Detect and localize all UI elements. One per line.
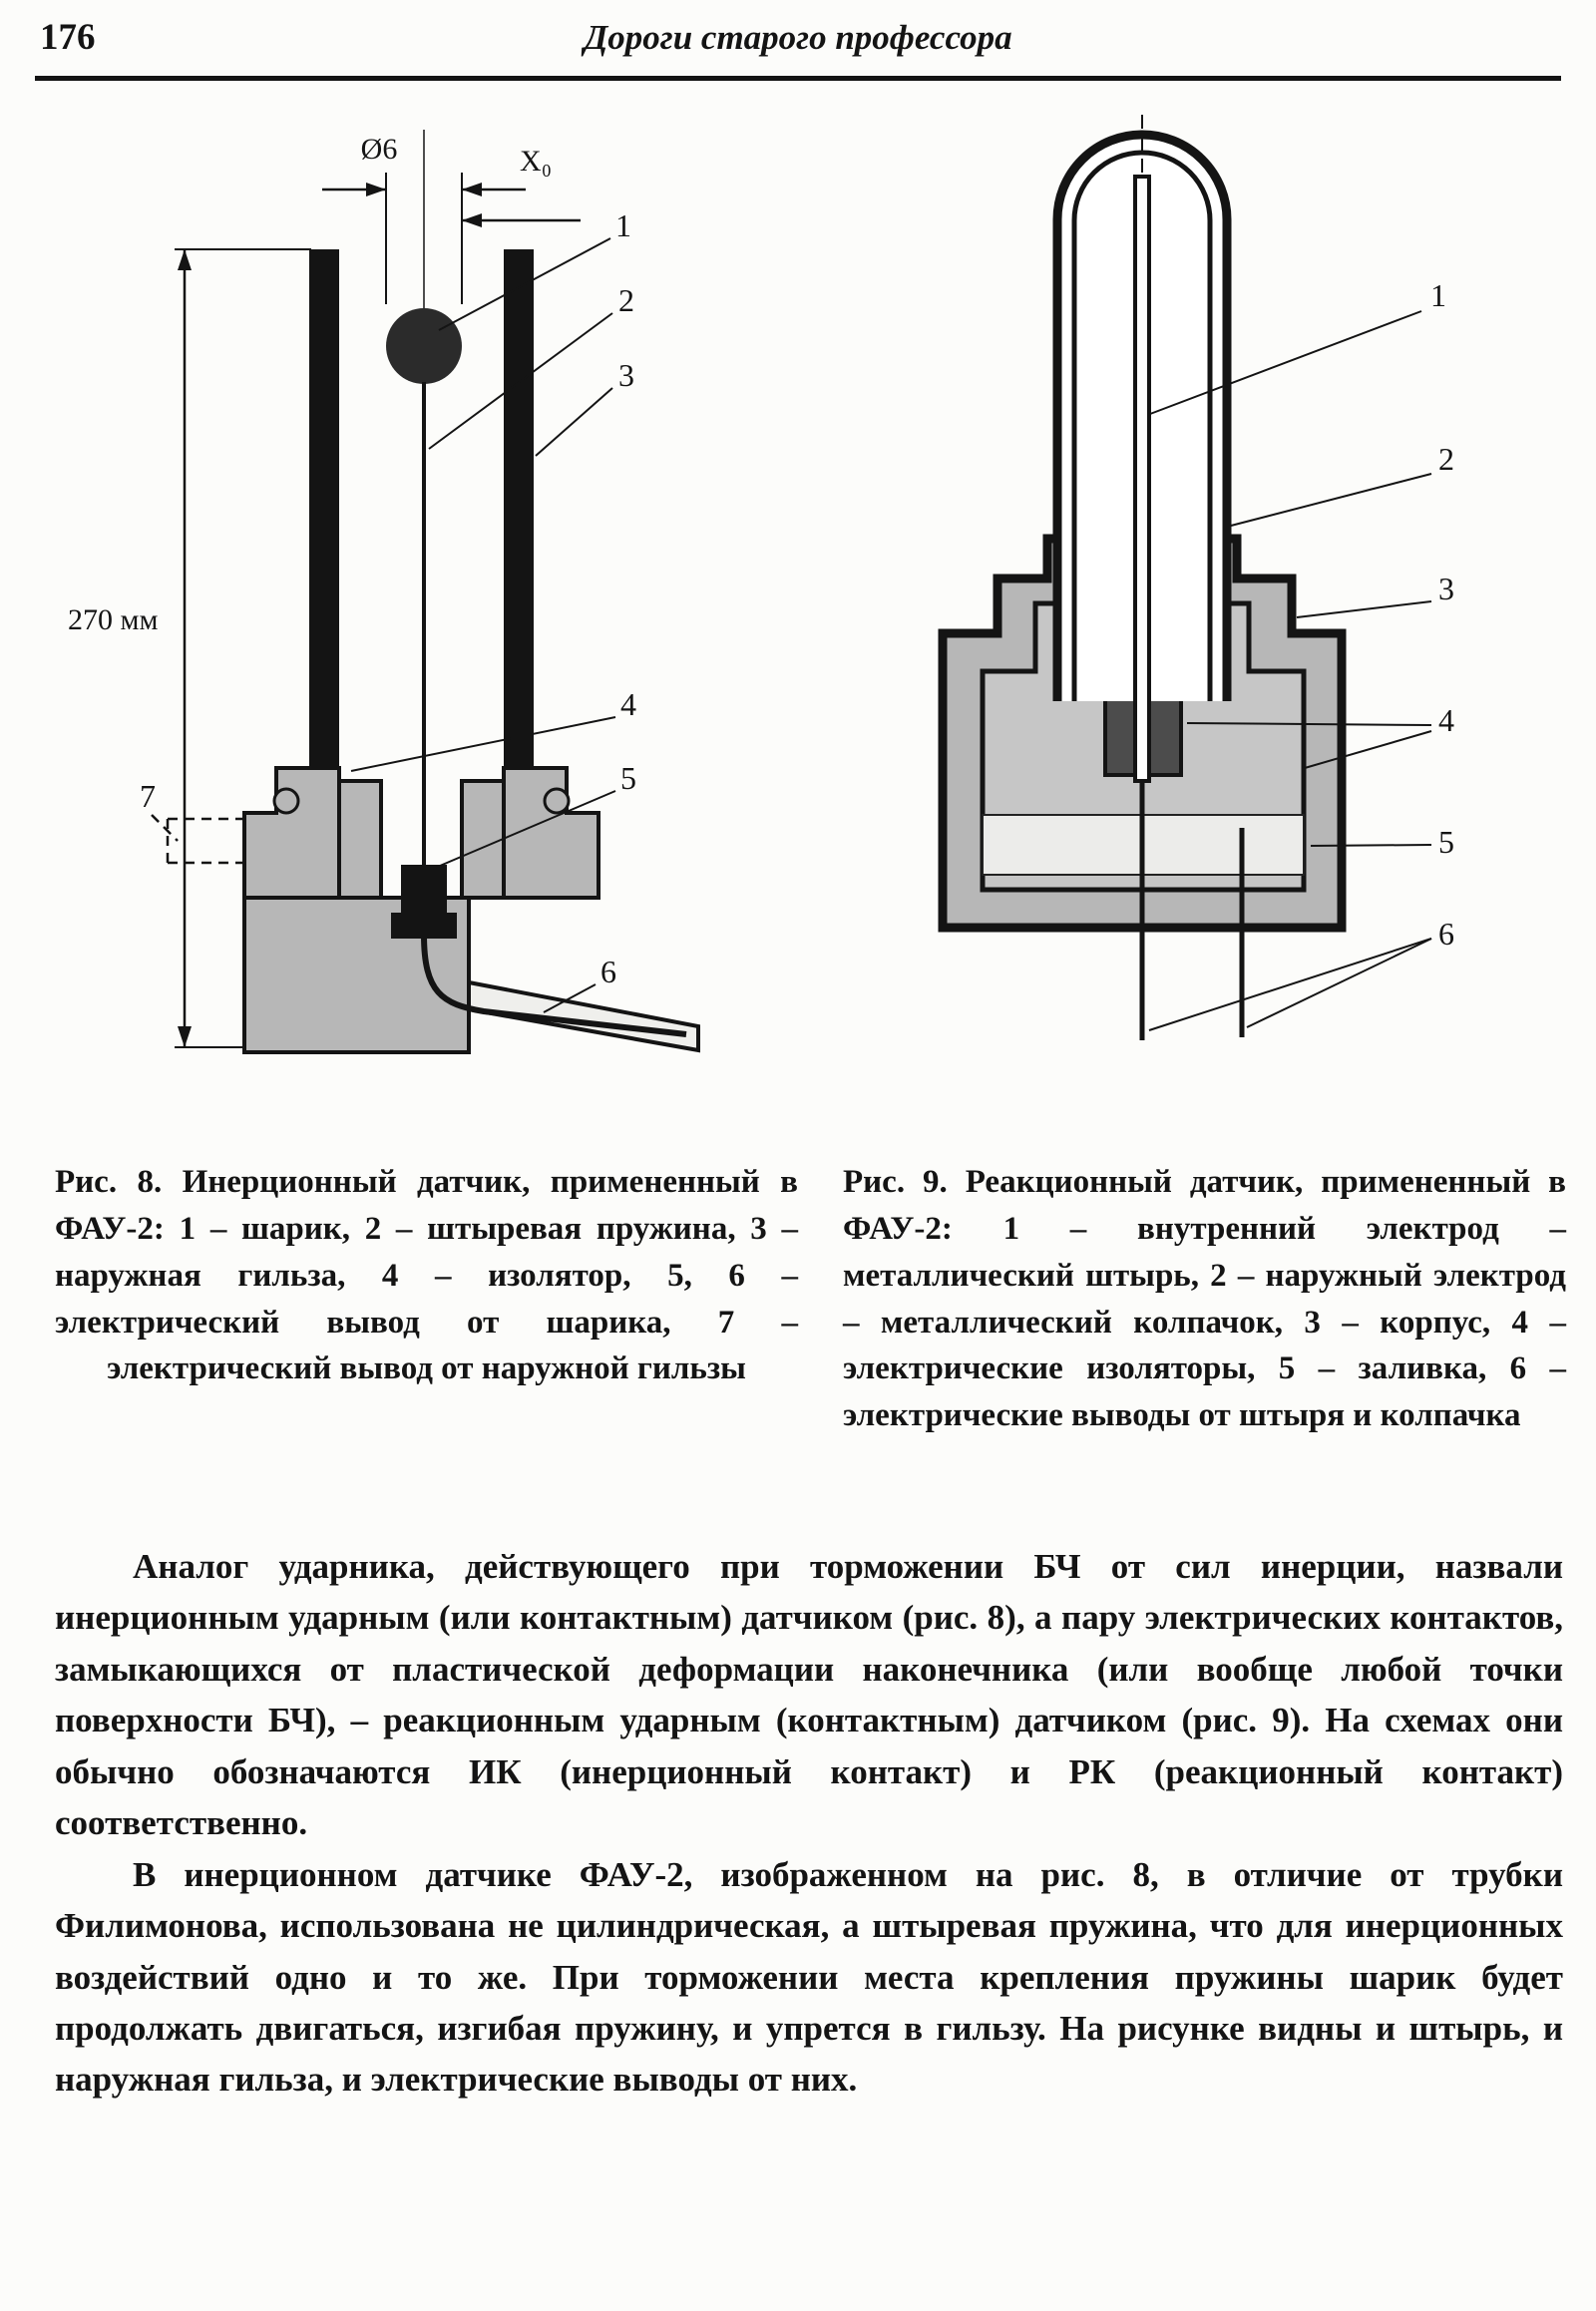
fig8-callout-1: 1 [615, 207, 631, 243]
fig8-callout-2: 2 [618, 282, 634, 318]
inner-rod-electrode [1135, 177, 1149, 781]
fig8-callout-3: 3 [618, 357, 634, 393]
fig9-reaction-sensor-diagram [888, 115, 1586, 1112]
fig8-callout-5: 5 [620, 760, 636, 796]
fig9-callout-1: 1 [1430, 277, 1446, 313]
header-rule [35, 76, 1561, 81]
hidden-edge-dashes [152, 815, 244, 863]
fig9-callout-5: 5 [1438, 824, 1454, 860]
page-number: 176 [40, 17, 96, 58]
fig9-callout-6: 6 [1438, 916, 1454, 952]
fig9-caption: Рис. 9. Реакционный датчик, примененный в ФАУ-2: 1 – внутренний электрод – металлический штырь, 2 – наружный электрод – металлический колпачок, 3 – корпус, 4 – электрические изоляторы, 5 – заливка, 6 – электрические выводы от штыря и колпачка [843, 1164, 1566, 1434]
dim-diameter-label: Ø6 [360, 133, 398, 166]
ball [386, 308, 462, 384]
body-paragraph-1: Аналог ударника, действующего при торможении БЧ от сил инерции, назвали инерционным ударным (или контактным) датчиком (рис. 8), а пару электрических контактов, замыкающихся от пластической деформации наконечника (или вообще любой точки поверхности БЧ), – реакционным ударным (контактным) датчиком (рис. 9). На схемах они обычно обозначаются ИК (инерционный контакт) и РК (реакционный контакт) соответственно. [55, 1547, 1563, 1843]
fig9-callout-3: 3 [1438, 571, 1454, 606]
fig8-caption: Рис. 8. Инерционный датчик, примененный в ФАУ-2: 1 – шарик, 2 – штыревая пружина, 3 – наружная гильза, 4 – изолятор, 5, 6 – электрический вывод от шарика, 7 – электрический вывод от наружной гильзы [55, 1164, 798, 1387]
fig9-callout-4: 4 [1438, 702, 1454, 738]
body-paragraph-2: В инерционном датчике ФАУ-2, изображенном на рис. 8, в отличие от трубки Филимонова, использована не цилиндрическая, а штыревая пружина, что для инерционных воздействий одно и то же. При торможении места крепления пружины шарик будет продолжать двигаться, изгибая пружину, и упрется в гильзу. На рисунке видны и штырь, и наружная гильза, и электрические выводы от них. [55, 1854, 1563, 2100]
fig8-inertial-sensor-diagram [40, 115, 738, 1112]
fig8-callout-6: 6 [600, 954, 616, 989]
running-title: Дороги старого профессора [584, 18, 1012, 57]
outer-sleeve-left-wall [309, 249, 339, 770]
dim-height-label: 270 мм [68, 603, 159, 636]
outer-sleeve-right-wall [504, 249, 534, 770]
dim-offset-label: X₀ [519, 145, 553, 178]
fig8-callout-4: 4 [620, 686, 636, 722]
body-text [55, 1541, 1563, 2106]
fig8-callout-7: 7 [140, 778, 156, 814]
fig9-callout-2: 2 [1438, 441, 1454, 477]
